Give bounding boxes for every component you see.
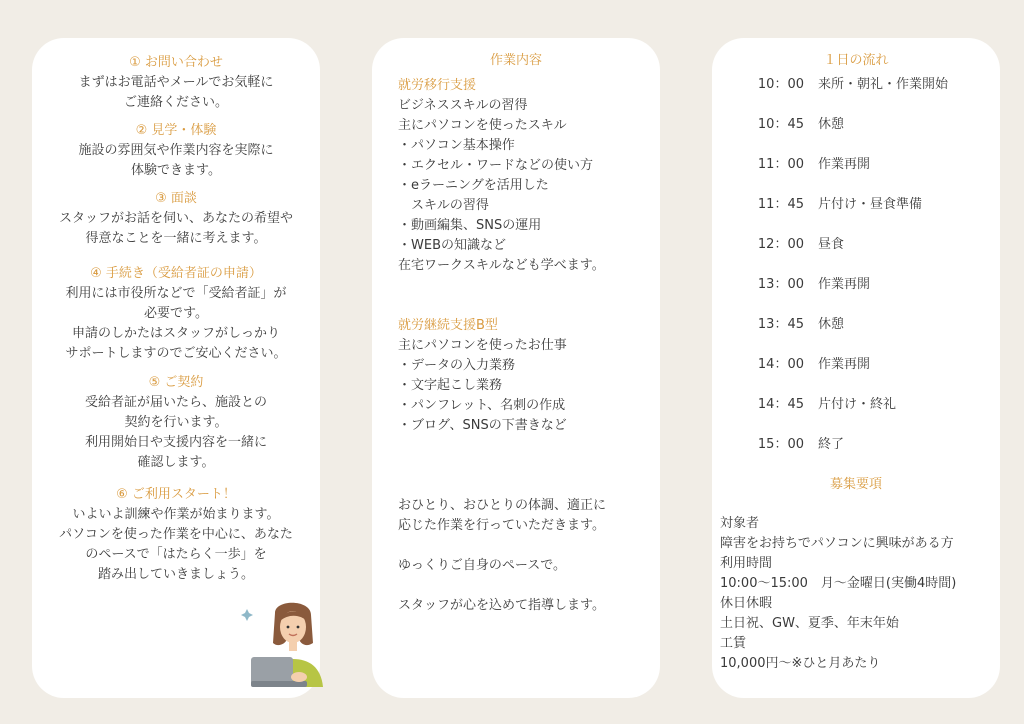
step-text: 受給者証が届いたら、施設との	[84, 395, 267, 410]
list-item: 主にパソコンを使ったお仕事	[398, 338, 567, 353]
section-title: 募集要項	[829, 477, 882, 492]
recruit-value: 土日祝、GW、夏季、年末年始	[720, 616, 899, 631]
recruit-value: 10:00〜15:00 月〜金曜日(実働4時間)	[720, 576, 957, 591]
closing-message	[398, 496, 648, 616]
recruit-value: 障害をお持ちでパソコンに興味がある方	[720, 536, 954, 551]
flow-panel	[32, 38, 320, 698]
day-panel	[712, 38, 1000, 698]
step-title: ⑥ ご利用スタート！	[116, 487, 236, 502]
section-heading: 就労継続支援B型	[398, 318, 498, 333]
list-item: ・eラーニングを活用した	[398, 178, 549, 193]
section-heading: 就労移行支援	[398, 78, 477, 93]
schedule-row	[738, 75, 978, 95]
step-text: 必要です。	[144, 306, 208, 321]
step-title: ② 見学・体験	[135, 123, 217, 138]
step-text: パソコンを使った作業を中心に、あなた	[59, 527, 293, 542]
step-text: 申請のしかたはスタッフがしっかり	[71, 326, 280, 341]
step-text: 踏み出していきましょう。	[97, 567, 254, 582]
step-5	[32, 373, 320, 473]
recruit-label: 工賃	[720, 636, 747, 651]
schedule-row	[738, 115, 978, 135]
schedule-row	[738, 395, 978, 415]
closing-line	[398, 536, 648, 556]
step-6	[32, 485, 320, 585]
step-text: 施設の雰囲気や作業内容を実際に	[78, 143, 274, 158]
schedule-row	[738, 315, 978, 335]
step-text: のペースで「はたらく一歩」を	[85, 547, 267, 562]
schedule-task: 作業再開	[818, 357, 871, 372]
list-item: ・パソコン基本操作	[398, 138, 515, 153]
list-item: スキルの習得	[398, 198, 489, 213]
typeb-support-section	[398, 316, 648, 436]
schedule-task: 休憩	[818, 117, 845, 132]
list-item: ・動画編集、SNSの運用	[398, 218, 542, 233]
woman-at-laptop-icon	[237, 591, 333, 687]
schedule-task: 休憩	[818, 317, 845, 332]
schedule-time: 11：45	[757, 197, 804, 212]
step-text: スタッフがお話を伺い、あなたの希望や	[58, 211, 293, 226]
transition-support-section	[398, 76, 648, 276]
schedule-time: 11：00	[757, 157, 804, 172]
recruit-details	[720, 514, 1000, 674]
sparkle-icon	[241, 609, 253, 621]
step-text: 体験できます。	[131, 163, 221, 178]
schedule-time: 13：00	[757, 277, 804, 292]
section-title: １日の流れ	[823, 53, 889, 68]
schedule-time: 14：00	[757, 357, 804, 372]
list-item: ・データの入力業務	[398, 358, 516, 373]
step-text: まずはお電話やメールでお気軽に	[78, 75, 274, 90]
recruit-value: 10,000円〜※ひと月あたり	[720, 656, 881, 671]
list-item: ・WEBの知識など	[398, 238, 506, 253]
step-2	[32, 121, 320, 181]
schedule-task: 昼食	[818, 237, 845, 252]
schedule-time: 12：00	[757, 237, 804, 252]
closing-line: ゆっくりご自身のペースで。	[398, 558, 566, 573]
closing-line: スタッフが心を込めて指導します。	[398, 598, 605, 613]
page-title: 作業内容	[489, 53, 542, 68]
step-title: ① お問い合わせ	[129, 55, 223, 70]
step-text: サポートしますのでご安心ください。	[65, 346, 287, 361]
schedule-task: 片付け・終礼	[818, 397, 897, 412]
step-1	[32, 53, 320, 113]
step-text: 利用開始日や支援内容を一緒に	[84, 435, 267, 450]
recruit-label: 利用時間	[720, 556, 773, 571]
schedule-time: 15：00	[757, 437, 804, 452]
step-text: 契約を行います。	[124, 415, 228, 430]
list-item: ・パンフレット、名刺の作成	[398, 398, 566, 413]
step-text: 確認します。	[137, 455, 215, 470]
closing-line	[398, 576, 648, 596]
work-panel	[372, 38, 660, 698]
schedule-time: 13：45	[757, 317, 804, 332]
schedule-task: 作業再開	[818, 277, 871, 292]
list-item: 在宅ワークスキルなども学べます。	[398, 258, 605, 273]
recruit-label: 休日休暇	[720, 596, 773, 611]
schedule-row	[738, 435, 978, 455]
step-text: ご連絡ください。	[123, 95, 228, 110]
schedule-task: 終了	[818, 437, 845, 452]
schedule-row	[738, 355, 978, 375]
list-item: ビジネススキルの習得	[398, 98, 528, 113]
step-title: ⑤ ご契約	[148, 375, 204, 390]
schedule-row	[738, 155, 978, 175]
closing-line: おひとり、おひとりの体調、適正に	[398, 498, 607, 513]
step-title: ④ 手続き（受給者証の申請）	[90, 266, 262, 281]
schedule-task: 来所・朝礼・作業開始	[818, 77, 949, 92]
list-item: ・ブログ、SNSの下書きなど	[398, 418, 567, 433]
closing-line: 応じた作業を行っていただきます。	[398, 518, 605, 533]
step-text: 得意なことを一緒に考えます。	[85, 231, 267, 246]
schedule-list	[738, 75, 978, 475]
recruit-label: 対象者	[720, 516, 760, 531]
schedule-row	[738, 195, 978, 215]
schedule-time: 14：45	[757, 397, 804, 412]
step-text: 利用には市役所などで「受給者証」が	[65, 286, 287, 301]
schedule-task: 片付け・昼食準備	[818, 197, 923, 212]
schedule-time: 10：00	[757, 77, 804, 92]
step-4	[32, 264, 320, 364]
schedule-row	[738, 235, 978, 255]
schedule-row	[738, 275, 978, 295]
list-item: 主にパソコンを使ったスキル	[398, 118, 567, 133]
list-item: ・文字起こし業務	[398, 378, 503, 393]
list-item: ・エクセル・ワードなどの使い方	[398, 158, 594, 173]
step-text: いよいよ訓練や作業が始まります。	[72, 507, 280, 522]
step-3	[32, 189, 320, 249]
schedule-time: 10：45	[757, 117, 804, 132]
step-title: ③ 面談	[155, 191, 197, 206]
schedule-task: 作業再開	[818, 157, 871, 172]
